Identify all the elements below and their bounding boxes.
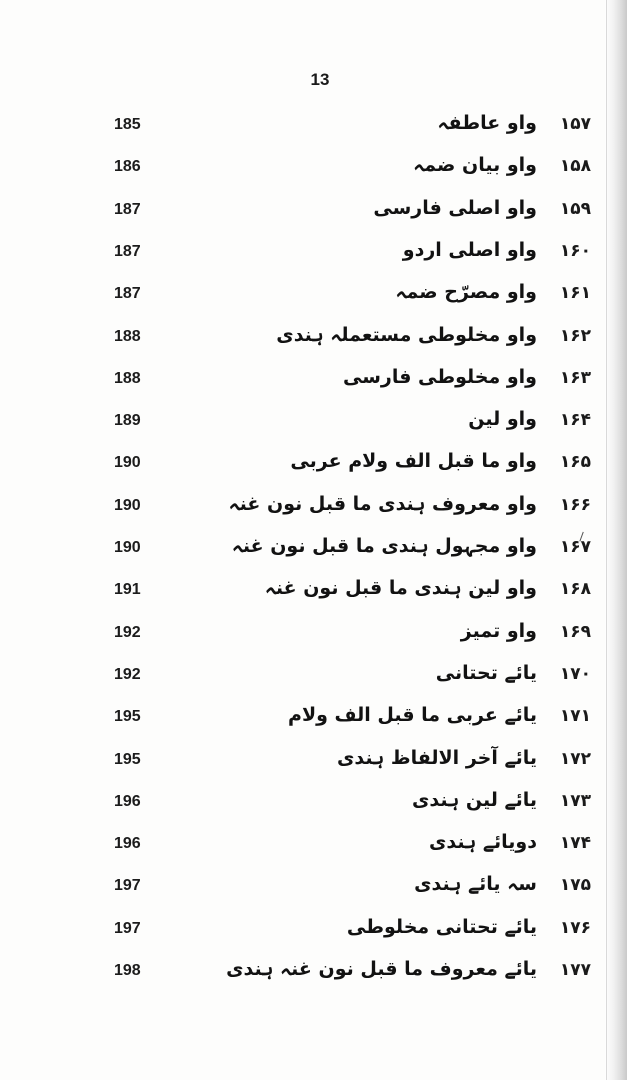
page-number: 13 — [310, 70, 330, 89]
toc-entry-number: ۱۶۳ — [559, 367, 591, 388]
toc-entry — [0, 577, 627, 617]
toc-entry — [0, 450, 627, 490]
toc-entry-title: واو اصلی فارسی — [373, 196, 537, 219]
toc-entry-page: 191 — [114, 581, 141, 599]
toc-entry-title: واو مخلوطی مستعملہ ہندی — [276, 323, 537, 346]
toc-entry-page: 190 — [114, 539, 141, 556]
toc-entry-number: ۱۶۸ — [559, 579, 591, 600]
toc-entry — [0, 366, 627, 406]
toc-entry-page: 187 — [114, 200, 141, 218]
toc-entry-title: یائے لین ہندی — [411, 788, 537, 811]
toc-entry-title: واو ما قبل الف ولام عربی — [290, 450, 537, 473]
toc-entry-title: دویائے ہندی — [429, 831, 537, 854]
toc-entry — [0, 704, 627, 744]
toc-entry — [0, 281, 627, 321]
toc-entry-title: یائے معروف ما قبل نون غنہ ہندی — [226, 958, 537, 980]
toc-entry-title: واو معروف ہندی ما قبل نون غنہ — [228, 492, 537, 515]
toc-entry-page: 198 — [114, 962, 141, 979]
toc-entry-page: 189 — [114, 412, 141, 430]
toc-entry — [0, 324, 627, 364]
toc-entry-number: ۱۶۶ — [559, 494, 591, 515]
toc-entry-title: واو تمیز — [460, 619, 537, 642]
toc-entry-page: 190 — [114, 496, 141, 514]
toc-entry-number: ۱۷۷ — [559, 960, 591, 980]
toc-entry-page: 197 — [114, 919, 141, 937]
toc-entry-title: یائے عربی ما قبل الف ولام — [288, 704, 537, 727]
toc-entry-number: ۱۷۵ — [559, 875, 591, 896]
toc-entry-page: 185 — [114, 116, 141, 133]
toc-entry-number: ۱۶۱ — [559, 283, 591, 304]
toc-entry — [0, 873, 627, 913]
toc-entry-page: 196 — [114, 792, 141, 810]
toc-entry-title: یائے تحتانی مخلوطی — [346, 915, 537, 938]
toc-entry-number: ۱۵۸ — [559, 156, 591, 177]
toc-entry-page: 188 — [114, 327, 141, 345]
toc-entry-number: ۱۷۴ — [559, 833, 591, 854]
toc-entry — [0, 620, 627, 660]
toc-entry — [0, 535, 627, 575]
toc-entry-number: ۱۷۱ — [559, 706, 591, 727]
toc-entry — [0, 239, 627, 279]
toc-entry — [0, 197, 627, 237]
toc-entry-title: واو لین — [468, 408, 537, 431]
toc-entry-title: واو مخلوطی فارسی — [342, 365, 537, 388]
toc-entry-number: ۱۷۶ — [559, 917, 591, 938]
toc-entry-page: 186 — [114, 158, 141, 176]
toc-entry-page: 188 — [114, 369, 141, 387]
toc-entry — [0, 493, 627, 533]
toc-entry-page: 187 — [114, 242, 141, 260]
toc-entry-number: ۱۵۹ — [559, 198, 591, 219]
toc-entry-number: ۱۶۲ — [559, 325, 591, 346]
toc-entry-number: ۱۷۰ — [559, 663, 591, 684]
toc-entry-number: ۱۵۷ — [559, 114, 591, 134]
toc-entry — [0, 831, 627, 871]
toc-entry-page: 197 — [114, 877, 141, 895]
toc-entry — [0, 112, 627, 152]
toc-entry-page: 196 — [114, 835, 141, 853]
toc-entry-page: 195 — [114, 750, 141, 768]
toc-entry-number: ۱۶۰ — [559, 240, 591, 261]
toc-entry — [0, 154, 627, 194]
toc-entry-page: 187 — [114, 285, 141, 303]
toc-entry — [0, 408, 627, 448]
toc-entry — [0, 958, 627, 998]
toc-entry-page: 190 — [114, 454, 141, 472]
toc-entry-number: ۱۷۲ — [559, 748, 591, 769]
toc-entry-title: واو مجہول ہندی ما قبل نون غنہ — [231, 535, 537, 557]
toc-entry-number: ۱۶۵ — [559, 452, 591, 473]
toc-entry-title: واو لین ہندی ما قبل نون غنہ — [264, 577, 537, 600]
toc-entry-title: یائے آخر الالفاظ ہندی — [336, 746, 537, 769]
toc-entry-page: 192 — [114, 665, 141, 683]
toc-entry-title: سہ یائے ہندی — [414, 873, 537, 896]
toc-entry-title: یائے تحتانی — [435, 661, 537, 684]
toc-entry — [0, 916, 627, 956]
toc-entry-title: واو بیان ضمہ — [413, 154, 537, 177]
toc-entry-page: 192 — [114, 623, 141, 641]
toc-entry-number: ۱۶۴ — [559, 410, 591, 431]
toc-entry-title: واو اصلی اردو — [402, 238, 537, 261]
toc-entry — [0, 662, 627, 702]
toc-entry-number: ۱۶۹ — [559, 621, 591, 642]
toc-entry-title: واو عاطفہ — [437, 112, 537, 134]
toc-entry-number: ۱۷۳ — [559, 790, 591, 811]
toc-entry — [0, 789, 627, 829]
toc-entry-title: واو مصرّح ضمہ — [395, 281, 537, 304]
toc-entry-page: 195 — [114, 708, 141, 726]
toc-entry-number: ۱۶۷ — [559, 537, 591, 557]
toc-entry — [0, 747, 627, 787]
